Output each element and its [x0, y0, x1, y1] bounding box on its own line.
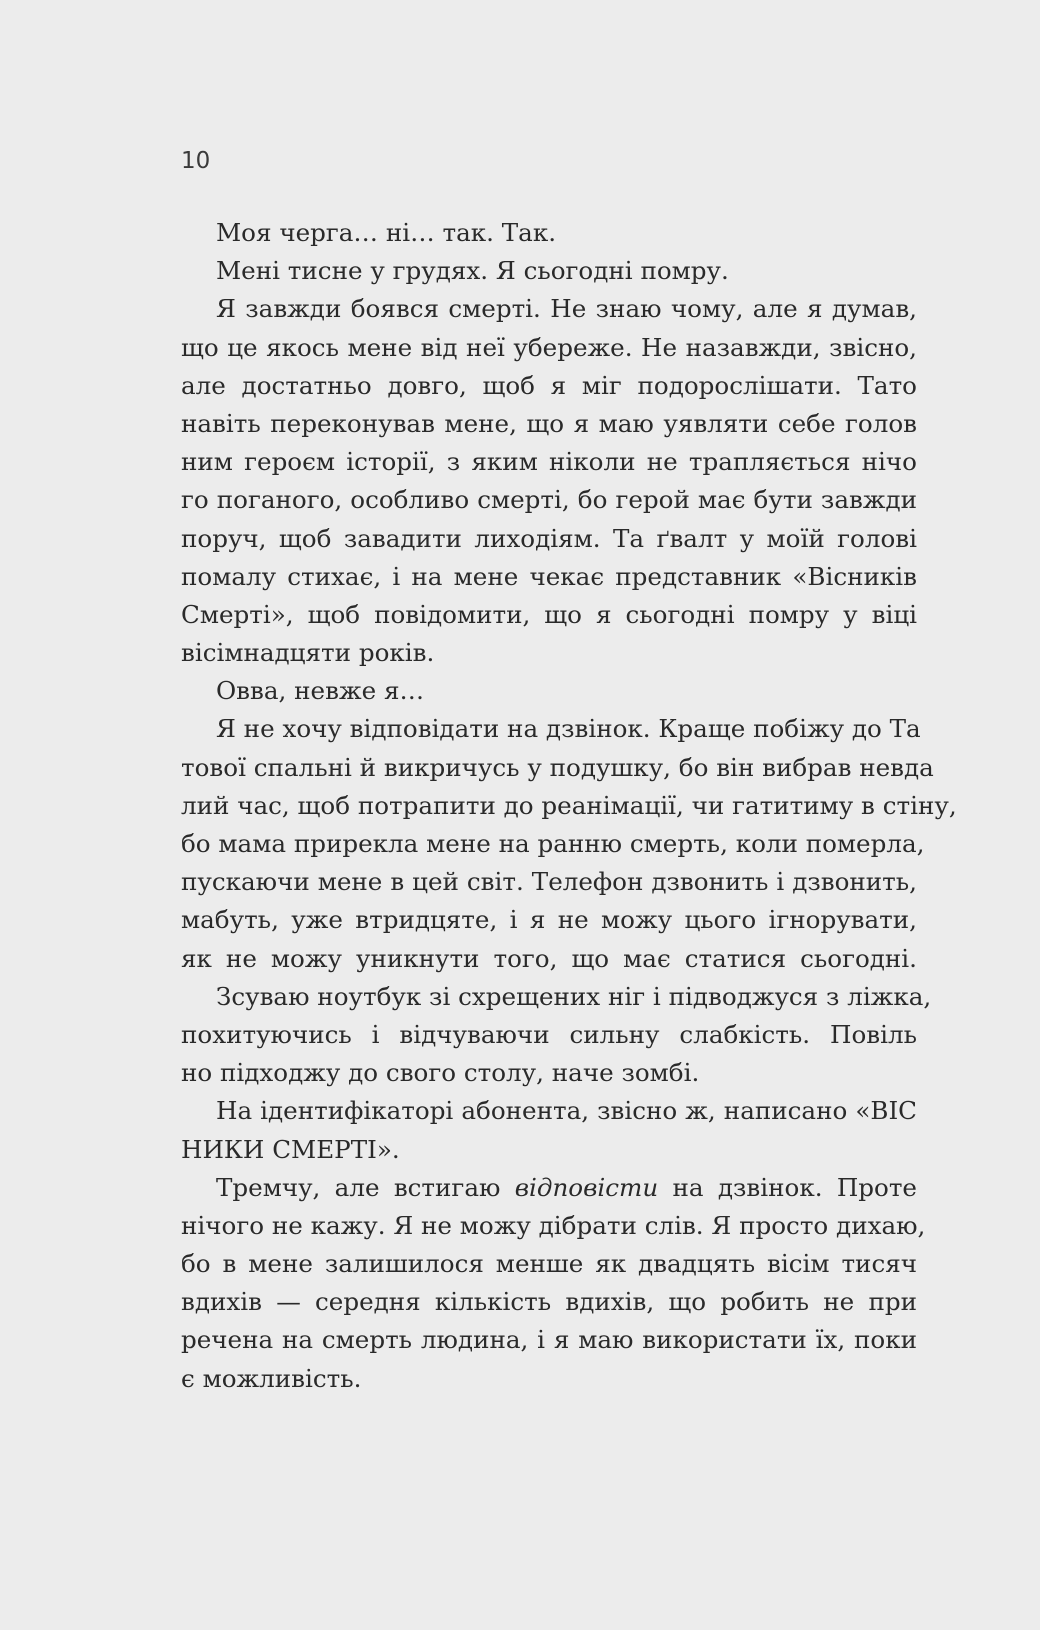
text-line: ним героєм історії, з яким ніколи не трапляється нічо [181, 447, 917, 477]
text-line: Зсуваю ноутбук зі схрещених ніг і підводжуся з ліжка, [216, 981, 932, 1011]
text-fragment: на дзвінок. Проте [672, 1172, 917, 1202]
text-line: НИКИ СМЕРТІ». [181, 1134, 400, 1164]
text-line: вдихів — середня кількість вдихів, що робить не при [181, 1287, 917, 1317]
text-line: но підходжу до свого столу, наче зомбі. [181, 1058, 700, 1088]
text-line: Овва, невже я… [216, 676, 425, 706]
text-line: пускаючи мене в цей світ. Телефон дзвонить і дзвонить, [181, 867, 917, 897]
text-line: бо мама прирекла мене на ранню смерть, коли померла, [181, 829, 925, 858]
text-line: поруч, щоб завадити лиходіям. Та ґвалт у моїй голові [181, 523, 917, 553]
text-line: мабуть, уже втридцяте, і я не можу цього ігнорувати, [181, 905, 917, 935]
text-line: помалу стихає, і на мене чекає представник «Вісників [181, 561, 917, 591]
text-line: лий час, щоб потрапити до реанімації, чи гатитиму в стіну, [181, 790, 957, 820]
text-line: як не можу уникнути того, що має статися сьогодні. [181, 943, 917, 973]
text-line-with-emphasis [181, 1169, 917, 1207]
text-line: навіть переконував мене, що я маю уявляти себе голов [181, 408, 917, 438]
body-text [181, 214, 957, 1398]
text-line: нічого не кажу. Я не можу дібрати слів. Я просто дихаю, [181, 1210, 926, 1240]
text-fragment: Тремчу, але встигаю [216, 1172, 515, 1202]
text-line: На ідентифікаторі абонента, звісно ж, написано «ВІС [216, 1096, 917, 1126]
text-line: є можливість. [181, 1363, 362, 1393]
text-line: Моя черга… ні… так. Так. [216, 218, 557, 247]
text-line: го поганого, особливо смерті, бо герой має бути завжди [181, 485, 917, 515]
text-line: речена на смерть людина, і я маю використати їх, поки [181, 1325, 917, 1355]
text-line: Мені тисне у грудях. Я сьогодні помру. [216, 256, 729, 286]
text-line: бо в мене залишилося менше як двадцять вісім тисяч [181, 1249, 917, 1279]
text-line: що це якось мене від неї убереже. Не назавжди, звісно, [181, 332, 917, 362]
text-line: Я не хочу відповідати на дзвінок. Краще побіжу до Та [216, 714, 921, 744]
text-line: вісімнадцяти років. [181, 638, 435, 668]
text-line: тової спальні й викричусь у подушку, бо він вибрав невда [181, 752, 934, 782]
text-line: похитуючись і відчуваючи сильну слабкість. Повіль [181, 1019, 917, 1049]
text-line: але достатньо довго, щоб я міг подорослішати. Тато [181, 370, 917, 400]
emphasis-text: відповісти [514, 1172, 659, 1202]
text-line: Я завжди боявся смерті. Не знаю чому, але я думав, [216, 294, 917, 324]
page-number: 10 [181, 148, 211, 174]
text-line: Смерті», щоб повідомити, що я сьогодні помру у віці [181, 599, 917, 629]
